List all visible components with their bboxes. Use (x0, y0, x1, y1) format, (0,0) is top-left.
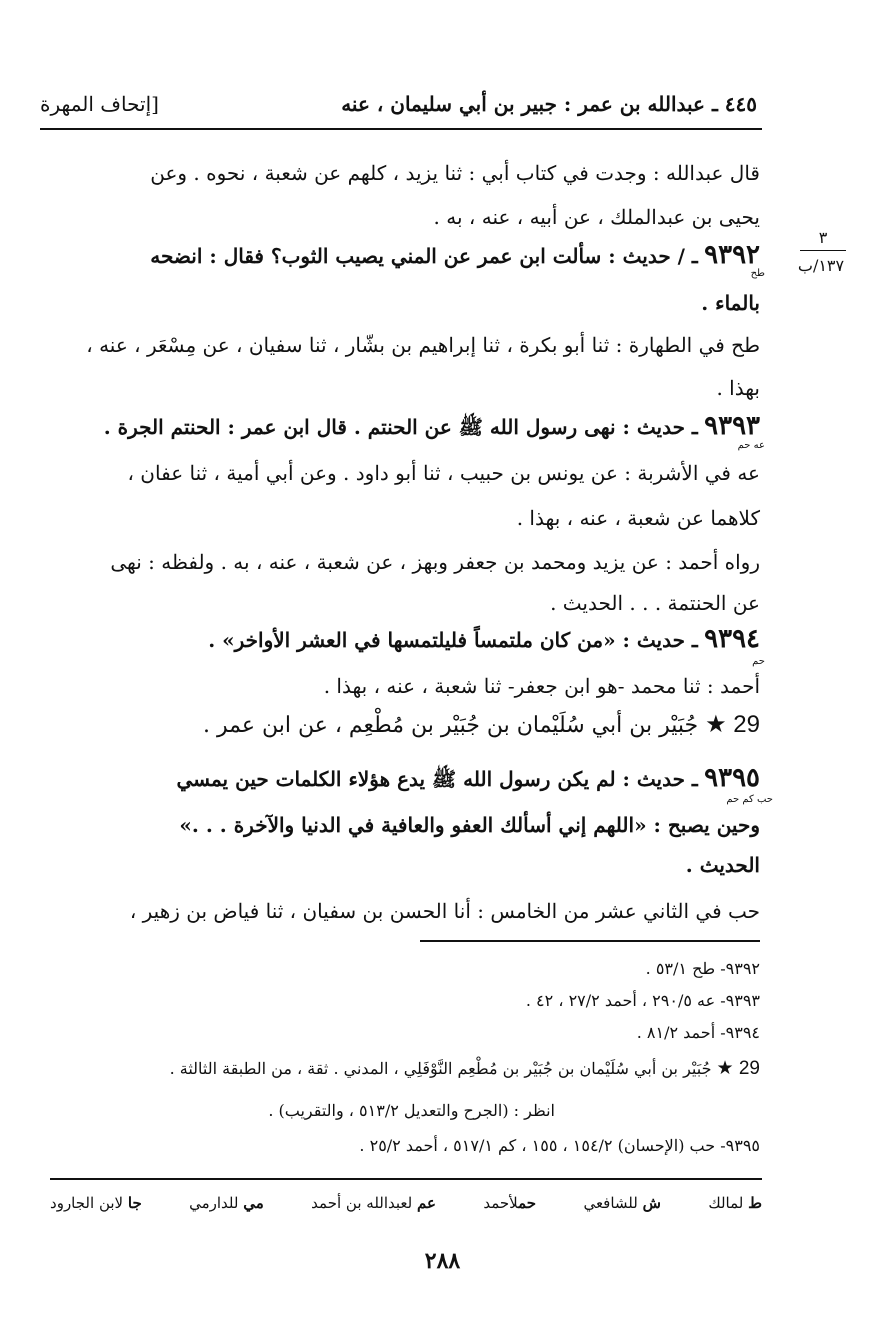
abbreviation-meaning: لعبدالله بن أحمد (311, 1194, 413, 1212)
siglum: عه حم (737, 440, 765, 451)
footnote-rule (420, 940, 760, 942)
running-head-title: ٤٤٥ ـ عبدالله بن عمر : جبير بن أبي سليمان ، عنه (341, 92, 757, 116)
abbreviation-code: عم (417, 1194, 436, 1212)
narrator-heading (203, 712, 760, 739)
body-line: عه في الأشربة : عن يونس بن حبيب ، ثنا أبو داود . وعن أبي أمية ، ثنا عفان ، (127, 461, 760, 485)
abbreviation-key (50, 1194, 762, 1212)
hadith-number: ٩٣٩٥ (704, 763, 760, 793)
abbreviation-item (311, 1194, 436, 1212)
footnote: ٩٣٩٢- طح ٥٣/١ . (645, 959, 760, 978)
abbreviation-item (708, 1194, 762, 1212)
footnote: انظر : (الجرح والتعديل ٥١٣/٢ ، والتقريب) . (268, 1101, 555, 1120)
abbreviation-meaning: للشافعي (583, 1194, 638, 1212)
abbreviation-rule (50, 1178, 762, 1180)
header-rule (40, 128, 762, 130)
running-head-book: [إتحاف المهرة (40, 92, 159, 116)
hadith-number: ٩٣٩٤ (704, 624, 760, 654)
siglum: طح (750, 268, 765, 279)
hadith-text: ـ حديث : نهى رسول الله ﷺ عن الحنتم . قال ابن عمر : الحنتم الجرة . (103, 415, 698, 439)
abbreviation-code: ط (748, 1194, 762, 1212)
hadith-text: ـ / حديث : سألت ابن عمر عن المني يصيب الثوب؟ فقال : انضحه (150, 244, 698, 268)
narrator-mark: 29 ★ (705, 711, 760, 738)
footnote: ٩٣٩٣- عه ٢٩٠/٥ ، أحمد ٢٧/٢ ، ٤٢ . (525, 991, 760, 1010)
margin-note-rule (800, 250, 846, 251)
hadith-9395 (50, 765, 760, 792)
body-line: عن الحنتمة . . . الحديث . (550, 591, 760, 615)
body-line: الحديث . (685, 853, 760, 877)
hadith-text: ـ حديث : لم يكن رسول الله ﷺ يدع هؤلاء الكلمات حين يمسي (176, 767, 698, 791)
hadith-9394 (50, 626, 760, 653)
abbreviation-code: جا (127, 1194, 142, 1212)
abbreviation-meaning: لابن الجارود (50, 1194, 124, 1212)
abbreviation-item (483, 1194, 536, 1212)
body-line: كلاهما عن شعبة ، عنه ، بهذا . (516, 506, 760, 530)
footnote: ٩٣٩٤- أحمد ٨١/٢ . (636, 1023, 760, 1042)
abbreviation-code: ش (642, 1194, 661, 1212)
body-line: بهذا . (716, 376, 760, 400)
body-line: طح في الطهارة : ثنا أبو بكرة ، ثنا إبراهيم بن بشّار ، ثنا سفيان ، عن مِسْعَر ، عنه ، (86, 333, 760, 357)
body-line: رواه أحمد : عن يزيد ومحمد بن جعفر وبهز ، عن شعبة ، عنه ، به . ولفظه : نهى (110, 550, 760, 574)
hadith-9393 (50, 413, 760, 440)
body-line: حب في الثاني عشر من الخامس : أنا الحسن بن سفيان ، ثنا فياض بن زهير ، (129, 899, 760, 923)
abbreviation-meaning: لمالك (708, 1194, 744, 1212)
abbreviation-code: مي (243, 1194, 264, 1212)
abbreviation-meaning: للدارمي (189, 1194, 239, 1212)
hadith-number: ٩٣٩٣ (704, 411, 760, 441)
abbreviation-item (583, 1194, 661, 1212)
page-number: ٢٨٨ (424, 1248, 461, 1274)
siglum: حم (752, 656, 765, 667)
abbreviation-meaning: لأحمد (483, 1194, 519, 1212)
body-line: قال عبدالله : وجدت في كتاب أبي : ثنا يزيد ، كلهم عن شعبة ، نحوه . وعن (150, 161, 760, 185)
footnote-text: جُبَيْر بن أبي سُلَيْمان بن جُبَيْر بن مُطْعِم النَّوْفَلِي ، المدني . ثقة ، من الطبقة الثالثة . (169, 1059, 712, 1078)
body-line: يحيى بن عبدالملك ، عن أبيه ، عنه ، به . (433, 205, 760, 229)
hadith-number: ٩٣٩٢ (704, 240, 760, 270)
abbreviation-item (50, 1194, 142, 1212)
margin-note-top: ٣ (818, 228, 828, 247)
narrator-name: جُبَيْر بن أبي سُلَيْمان بن جُبَيْر بن مُطْعِم ، عن ابن عمر . (203, 713, 699, 738)
hadith-9392 (50, 242, 760, 269)
body-line: وحين يصبح : «اللهم إني أسألك العفو والعافية في الدنيا والآخرة . . .» (179, 813, 760, 837)
narrator-mark: 29 ★ (716, 1058, 760, 1079)
footnote-narrator (50, 1058, 760, 1080)
margin-note-bottom: ١٣٧/ب (797, 256, 845, 275)
body-line: بالماء . (701, 291, 760, 315)
footnote: ٩٣٩٥- حب (الإحسان) ١٥٤/٢ ، ١٥٥ ، كم ٥١٧/١ ، أحمد ٢٥/٢ . (359, 1136, 760, 1155)
body-line: أحمد : ثنا محمد -هو ابن جعفر- ثنا شعبة ، عنه ، بهذا . (323, 674, 760, 698)
abbreviation-item (189, 1194, 264, 1212)
abbreviation-code: حم (518, 1194, 537, 1212)
hadith-text: ـ حديث : «من كان ملتمساً فليلتمسها في العشر الأواخر» . (208, 628, 698, 652)
siglum: حب كم حم (726, 794, 773, 805)
